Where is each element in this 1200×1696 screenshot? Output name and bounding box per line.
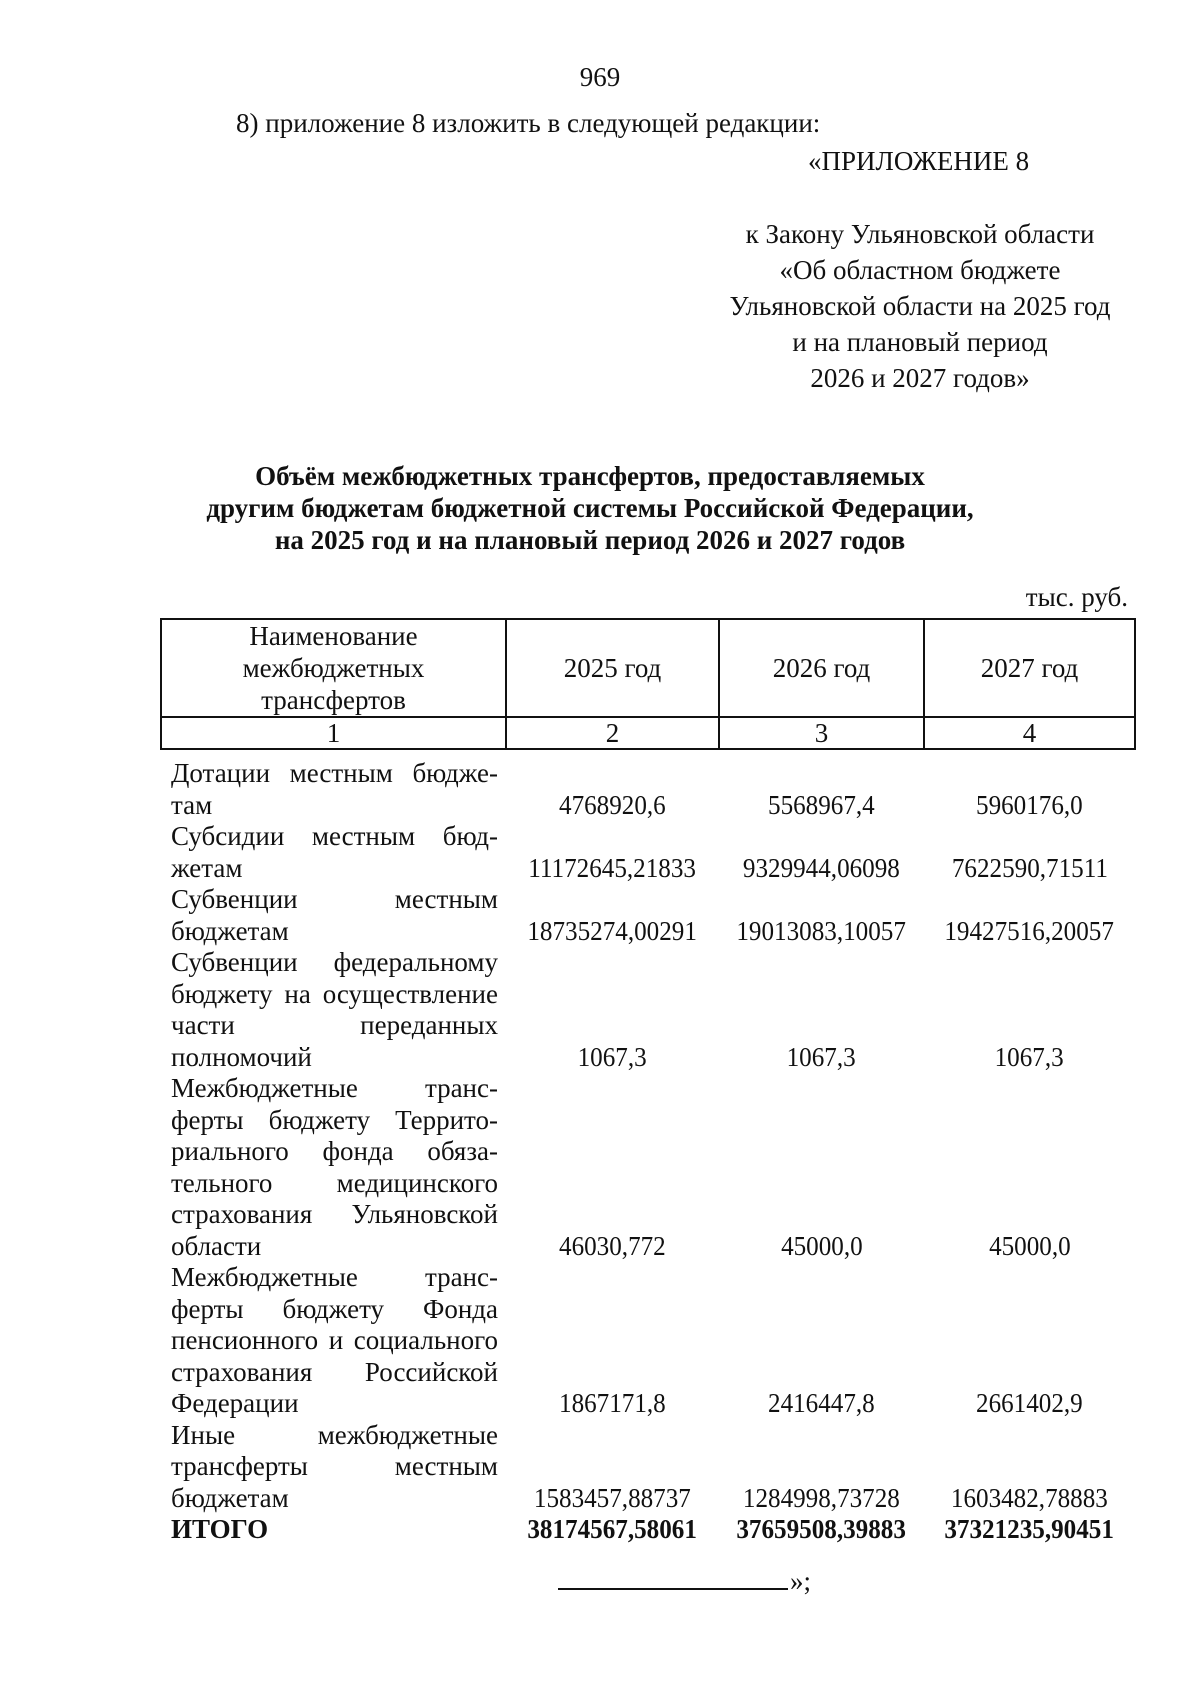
total-row xyxy=(161,1514,1135,1546)
row-value-2026: 19013083,10057 xyxy=(736,915,907,946)
row-value-2027: 7622590,71511 xyxy=(951,852,1108,883)
closing-mark: »; xyxy=(790,1566,812,1596)
row-value-2025: 1867171,8 xyxy=(559,1388,666,1418)
document-title-line: Объём межбюджетных трансфертов, предоставляемых xyxy=(255,461,925,491)
row-value-2027: 45000,0 xyxy=(988,1230,1071,1261)
row-value-2027: 1067,3 xyxy=(994,1041,1065,1072)
row-name: Субсидии местным бюджетам xyxy=(171,821,498,883)
closing-rule xyxy=(558,1588,788,1590)
row-name: Межбюджетные трансферты бюджету Фонда пенсионного и социального страхования Российской Федерации xyxy=(171,1262,498,1418)
total-label: ИТОГО xyxy=(171,1514,269,1544)
row-name: Межбюджетные трансферты бюджету Территориального фонда обязательного медицинского страхования Ульяновской области xyxy=(171,1073,498,1261)
row-value-2025: 11172645,21833 xyxy=(528,852,697,883)
law-reference-line: и на плановый период xyxy=(792,327,1048,357)
column-number: 4 xyxy=(924,717,1135,749)
row-value-2027: 19427516,20057 xyxy=(944,915,1115,946)
row-value-2026: 1284998,73728 xyxy=(743,1482,900,1513)
law-reference-line: «Об областном бюджете xyxy=(779,255,1061,285)
table-row xyxy=(161,1420,1135,1515)
column-number: 2 xyxy=(506,717,719,749)
row-value-2026: 1067,3 xyxy=(786,1041,857,1072)
header-name-line: Наименование xyxy=(249,621,418,651)
header-year-2027: 2027 год xyxy=(924,619,1135,717)
table-row xyxy=(161,821,1135,884)
appendix-title: «ПРИЛОЖЕНИЕ 8 xyxy=(808,146,1030,176)
row-value-2025: 46030,772 xyxy=(559,1230,666,1261)
closing-line xyxy=(558,1566,811,1597)
column-number: 3 xyxy=(719,717,924,749)
intro-paragraph: 8) приложение 8 изложить в следующей редакции: xyxy=(236,108,821,138)
law-reference-line: Ульяновской области на 2025 год xyxy=(729,291,1111,321)
column-number: 1 xyxy=(161,717,506,749)
table-row xyxy=(161,1073,1135,1262)
document-title-line: на 2025 год и на плановый период 2026 и 2027 годов xyxy=(274,525,906,555)
table-row xyxy=(161,749,1135,821)
row-value-2026: 45000,0 xyxy=(780,1230,863,1261)
header-name-line: трансфертов xyxy=(261,685,406,715)
row-value-2025: 4768920,6 xyxy=(559,789,666,820)
row-value-2026: 5568967,4 xyxy=(768,789,875,820)
table-row xyxy=(161,884,1135,947)
transfers-table xyxy=(160,618,1136,1546)
row-value-2025: 1583457,88737 xyxy=(534,1482,691,1513)
row-name: Субвенции федеральному бюджету на осуществление части переданных полномочий xyxy=(171,947,498,1072)
total-value-2026: 37659508,39883 xyxy=(736,1514,907,1544)
row-name: Субвенции местным бюджетам xyxy=(171,884,498,946)
row-value-2027: 1603482,78883 xyxy=(951,1482,1108,1513)
document-title-line: другим бюджетам бюджетной системы Российской Федерации, xyxy=(206,493,974,523)
row-name: Дотации местным бюджетам xyxy=(171,758,498,820)
row-value-2027: 5960176,0 xyxy=(976,789,1083,820)
page-number: 969 xyxy=(579,62,621,92)
header-name-line: межбюджетных xyxy=(242,653,425,683)
table-header-row xyxy=(161,619,1135,717)
row-value-2026: 9329944,06098 xyxy=(743,852,900,883)
total-value-2025: 38174567,58061 xyxy=(527,1514,698,1544)
row-value-2026: 2416447,8 xyxy=(768,1388,875,1418)
table-row xyxy=(161,1262,1135,1420)
law-reference xyxy=(695,216,1145,396)
row-value-2027: 2661402,9 xyxy=(976,1388,1083,1418)
law-reference-line: 2026 и 2027 годов» xyxy=(810,363,1030,393)
header-name xyxy=(161,619,506,717)
units-label: тыс. руб. xyxy=(1025,582,1128,612)
total-value-2027: 37321235,90451 xyxy=(944,1514,1115,1544)
column-number-row xyxy=(161,717,1135,749)
table-row xyxy=(161,947,1135,1073)
row-value-2025: 18735274,00291 xyxy=(527,915,698,946)
row-value-2025: 1067,3 xyxy=(577,1041,648,1072)
document-title xyxy=(180,460,1000,556)
header-year-2026: 2026 год xyxy=(719,619,924,717)
law-reference-line: к Закону Ульяновской области xyxy=(745,219,1095,249)
header-year-2025: 2025 год xyxy=(506,619,719,717)
row-name: Иные межбюджетные трансферты местным бюджетам xyxy=(171,1419,498,1513)
